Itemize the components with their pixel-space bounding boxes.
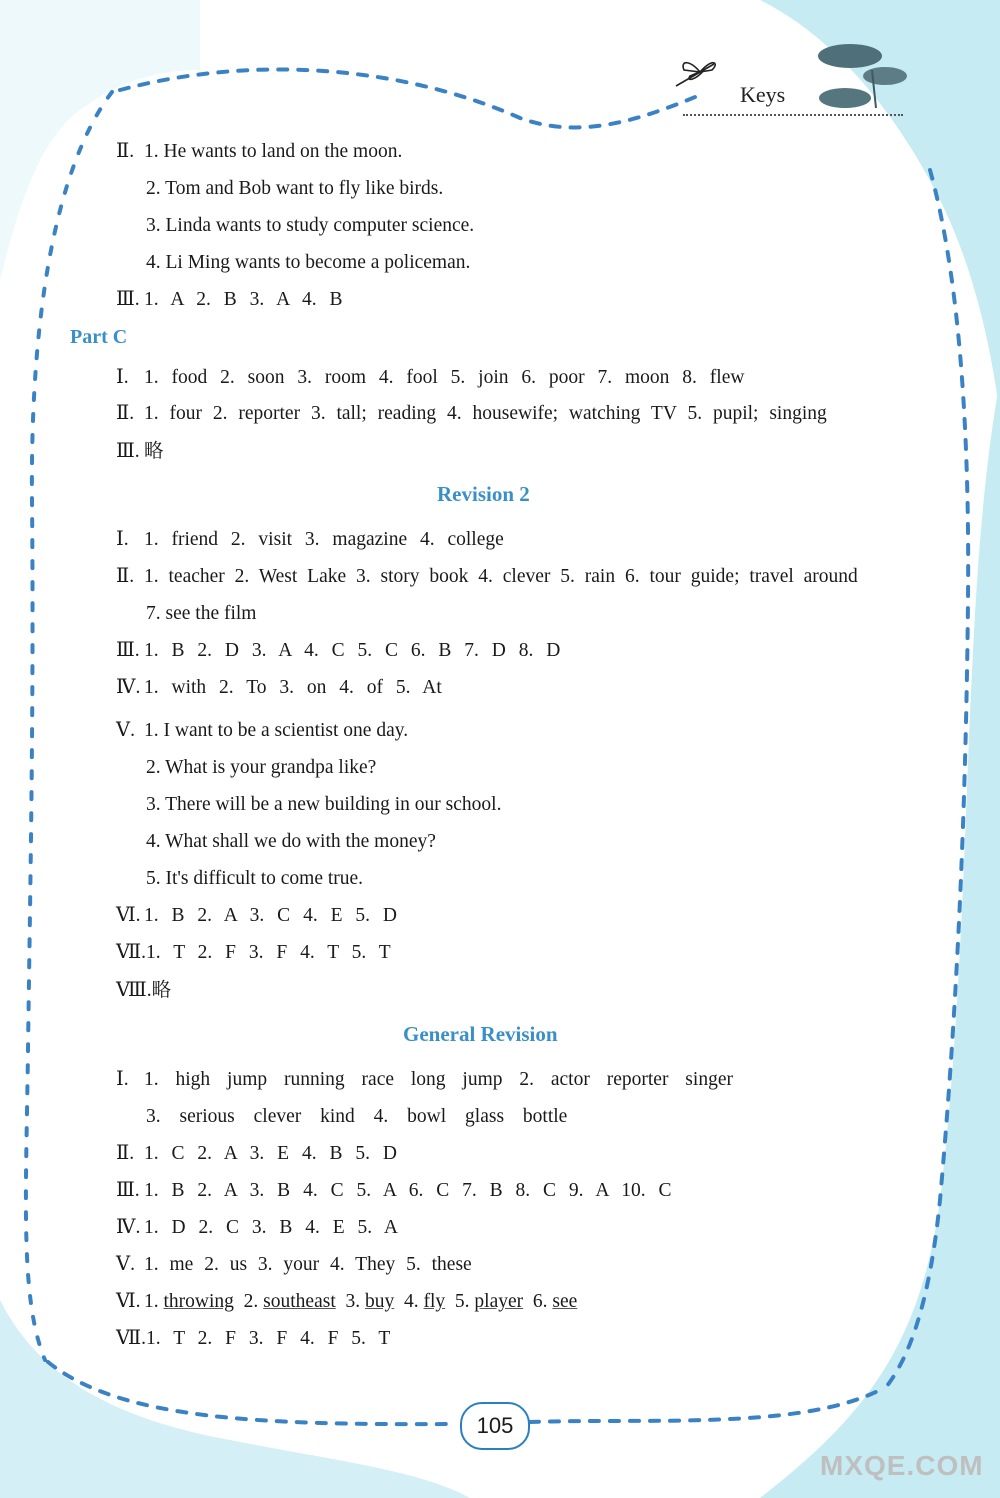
answer-line: 7. see the film xyxy=(146,603,257,624)
answer-line: Ⅶ.1. T 2. F 3. F 4. T 5. T xyxy=(116,942,391,963)
answer-line: 2. What is your grandpa like? xyxy=(146,757,377,778)
answer-line: Ⅵ. 1. B 2. A 3. C 4. E 5. D xyxy=(116,905,397,926)
section-heading: Revision 2 xyxy=(437,482,530,506)
answer-line: Ⅱ. 1. four 2. reporter 3. tall; reading 4. housewife; watching TV 5. pupil; singing xyxy=(116,403,827,424)
answer-line: 2. Tom and Bob want to fly like birds. xyxy=(146,178,444,199)
answer-line: Ⅳ. 1. with 2. To 3. on 4. of 5. At xyxy=(116,677,442,698)
header-rule xyxy=(683,114,903,116)
answer-line: Ⅱ. 1. C 2. A 3. E 4. B 5. D xyxy=(116,1143,397,1164)
page-number: 105 xyxy=(460,1402,530,1450)
answer-line: 3. Linda wants to study computer science. xyxy=(146,215,475,236)
section-heading: Part C xyxy=(70,326,128,348)
answer-line: 5. It's difficult to come true. xyxy=(146,868,364,889)
answer-line: 4. Li Ming wants to become a policeman. xyxy=(146,252,471,273)
answer-line: Ⅷ.略 xyxy=(116,980,172,1001)
answer-line: 4. What shall we do with the money? xyxy=(146,831,436,852)
answer-line: Ⅰ. 1. friend 2. visit 3. magazine 4. college xyxy=(116,529,504,550)
header-title: Keys xyxy=(740,82,786,107)
answer-line: Ⅱ. 1. He wants to land on the moon. xyxy=(116,141,403,162)
answer-line: Ⅰ. 1. high jump running race long jump 2. actor reporter singer xyxy=(116,1069,733,1090)
watermark: MXQE.COM xyxy=(820,1450,984,1481)
answer-line: Ⅶ.1. T 2. F 3. F 4. F 5. T xyxy=(116,1328,391,1349)
answer-line: Ⅲ. 1. A 2. B 3. A 4. B xyxy=(116,289,343,310)
answer-line: Ⅱ. 1. teacher 2. West Lake 3. story book 4. clever 5. rain 6. tour guide; travel around xyxy=(116,566,858,587)
answer-line: Ⅳ. 1. D 2. C 3. B 4. E 5. A xyxy=(116,1217,399,1238)
answer-line: Ⅲ. 略 xyxy=(116,441,164,462)
answer-line: Ⅰ. 1. food 2. soon 3. room 4. fool 5. join 6. poor 7. moon 8. flew xyxy=(116,367,745,388)
section-heading: General Revision xyxy=(403,1022,558,1046)
dragonfly-icon xyxy=(676,63,715,86)
answer-line: Ⅲ. 1. B 2. A 3. B 4. C 5. A 6. C 7. B 8. C 9. A 10. C xyxy=(116,1180,672,1201)
answer-line: 3. There will be a new building in our school. xyxy=(146,794,502,815)
answer-line: Ⅲ. 1. B 2. D 3. A 4. C 5. C 6. B 7. D 8. D xyxy=(116,640,561,661)
answer-line: Ⅴ. 1. me 2. us 3. your 4. They 5. these xyxy=(116,1254,472,1275)
answer-line: Ⅵ. 1. throwing 2. southeast 3. buy 4. fly 5. player 6. see xyxy=(116,1291,578,1312)
answer-line: 3. serious clever kind 4. bowl glass bottle xyxy=(146,1106,568,1127)
answer-line: Ⅴ. 1. I want to be a scientist one day. xyxy=(116,720,409,741)
